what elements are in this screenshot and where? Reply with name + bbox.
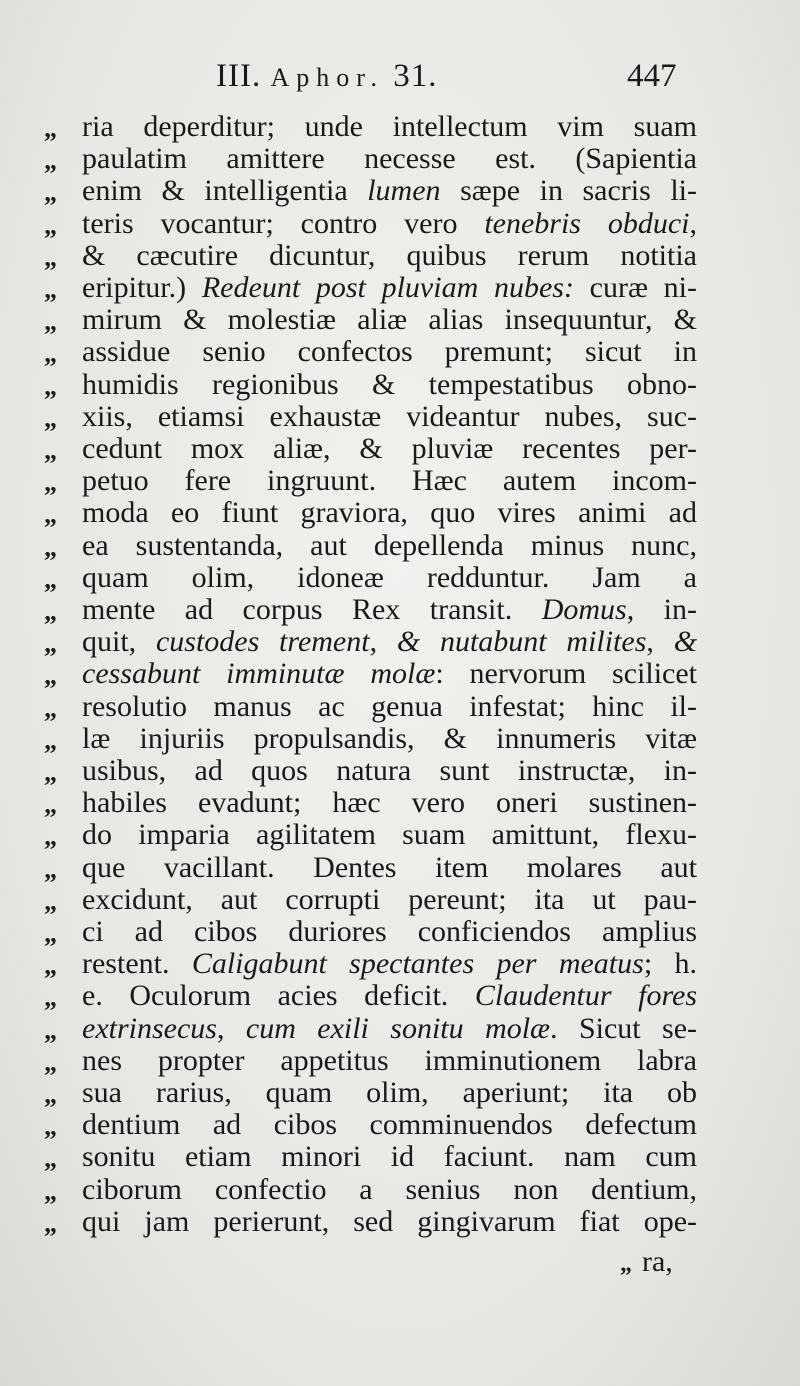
text-segment: eripitur.): [82, 271, 202, 304]
text-line: [0, 239, 800, 272]
text-line: [0, 979, 800, 1012]
line-quote-mark: „: [44, 178, 57, 208]
line-quote-mark: „: [44, 1015, 57, 1045]
text-line: [0, 561, 800, 594]
line-quote-mark: „: [44, 1144, 57, 1174]
chapter-numeral: III.: [216, 58, 262, 94]
italic-segment: &: [673, 625, 698, 659]
section-label: Aphor.: [270, 63, 384, 92]
aphorism-number: 31.: [393, 58, 438, 94]
line-text: [82, 335, 697, 368]
text-segment: læ injuriis propulsandis, & innumeris vitæ: [82, 721, 697, 755]
text-segment: nes propter appetitus imminutionem labra: [82, 1043, 697, 1077]
italic-segment: lumen: [367, 174, 441, 208]
line-text: [82, 947, 697, 980]
text-segment: ,: [689, 206, 697, 240]
line-text: [82, 561, 697, 594]
text-segment: excidunt, aut corrupti pereunt; ita ut pau-: [82, 882, 697, 916]
line-text: [82, 786, 697, 819]
text-segment: e. Oculorum acies deficit.: [82, 979, 475, 1013]
text-segment: ,: [216, 1011, 246, 1045]
line-quote-mark: „: [44, 371, 57, 401]
line-quote-mark: „: [44, 564, 57, 594]
line-text: [82, 368, 697, 401]
text-line: [0, 1205, 800, 1238]
text-segment: usibus, ad quos natura sunt instructæ, in-: [82, 754, 697, 787]
line-text: [82, 496, 697, 529]
text-line: [0, 400, 800, 433]
line-text: [82, 1108, 697, 1141]
italic-segment: Domus: [541, 593, 627, 626]
text-segment: enim & intelligentia: [82, 174, 368, 208]
line-text: [82, 1076, 697, 1109]
text-segment: ea sustentanda, aut depellenda minus nunc,: [82, 528, 697, 562]
line-quote-mark: „: [44, 919, 57, 948]
text-segment: petuo fere ingruunt. Hæc autem incom-: [82, 464, 697, 498]
line-text: [82, 1173, 697, 1206]
text-segment: habiles evadunt; hæc vero oneri sustinen-: [82, 786, 697, 820]
text-segment: ; h.: [643, 947, 697, 981]
italic-segment: Redeunt post pluviam nubes:: [201, 271, 574, 304]
text-segment: assidue senio confectos premunt; sicut in: [82, 335, 697, 369]
line-quote-mark: „: [44, 1047, 57, 1077]
text-segment: qui jam perierunt, sed gingivarum fiat ope-: [82, 1204, 697, 1238]
italic-segment: custodes trement: [155, 625, 370, 659]
line-quote-mark: „: [44, 468, 57, 498]
line-quote-mark: „: [44, 210, 57, 240]
text-line: [0, 110, 800, 143]
text-line: [0, 368, 800, 401]
text-line: [0, 1108, 800, 1141]
text-line: [0, 1076, 800, 1109]
text-segment: restent.: [82, 947, 192, 981]
line-quote-mark: „: [44, 1176, 57, 1206]
line-quote-mark: „: [44, 436, 57, 465]
line-quote-mark: „: [44, 886, 57, 916]
catchword-quote-mark: „: [620, 1251, 632, 1277]
line-quote-mark: „: [44, 790, 57, 820]
text-segment: humidis regionibus & tempestatibus obno-: [82, 367, 697, 401]
text-line: [0, 529, 800, 562]
line-text: [82, 529, 697, 562]
text-segment: paulatim amittere necesse est. (Sapientia: [82, 142, 697, 176]
text-line: [0, 432, 800, 465]
line-quote-mark: „: [44, 693, 57, 723]
line-quote-mark: „: [44, 532, 57, 562]
line-quote-mark: „: [44, 307, 57, 337]
text-segment: que vacillant. Dentes item molares aut: [82, 850, 697, 884]
text-line: [0, 947, 800, 980]
italic-segment: extrinsecus: [82, 1011, 217, 1045]
text-line: [0, 690, 800, 723]
line-text: [82, 110, 697, 143]
text-line: [0, 593, 800, 626]
line-text: [82, 400, 697, 433]
text-segment: sonitu etiam minori id faciunt. nam cum: [82, 1140, 697, 1174]
italic-segment: cessabunt imminutæ molæ: [82, 657, 436, 691]
text-line: [0, 851, 800, 884]
text-segment: ,: [646, 625, 674, 659]
line-text: [82, 593, 697, 626]
text-line: [0, 335, 800, 368]
text-segment: ,: [369, 625, 397, 659]
page-header: [0, 58, 800, 98]
page-number: 447: [627, 58, 677, 94]
text-line: [0, 1044, 800, 1077]
line-text: [82, 1205, 697, 1238]
text-segment: sua rarius, quam olim, aperiunt; ita ob: [82, 1076, 697, 1109]
text-line: [0, 657, 800, 690]
line-text: [82, 979, 697, 1012]
text-segment: mirum & molestiæ aliæ alias insequuntur, &: [82, 303, 697, 337]
text-line: [0, 1173, 800, 1206]
text-line: [0, 915, 800, 948]
text-segment: do imparia agilitatem suam amittunt, flexu-: [82, 818, 697, 852]
line-text: [82, 303, 697, 336]
line-quote-mark: „: [44, 661, 57, 691]
line-text: [82, 174, 697, 207]
text-line: [0, 1012, 800, 1045]
text-segment: quit,: [82, 625, 156, 659]
italic-segment: & nutabunt milites: [396, 625, 647, 659]
text-line: [0, 754, 800, 787]
line-text: [82, 239, 697, 272]
text-line: [0, 625, 800, 658]
text-segment: resolutio manus ac genua infestat; hinc il-: [82, 689, 697, 723]
text-segment: dentium ad cibos comminuendos defectum: [82, 1108, 697, 1142]
text-segment: quam olim, idoneæ redduntur. Jam a: [82, 560, 697, 594]
text-line: [0, 496, 800, 529]
line-quote-mark: „: [44, 403, 57, 433]
text-segment: ci ad cibos duriores conficiendos amplius: [82, 915, 697, 948]
line-quote-mark: „: [44, 1208, 57, 1238]
text-segment: teris vocantur; contro vero: [82, 206, 485, 240]
line-text: [82, 851, 697, 884]
line-quote-mark: „: [44, 758, 57, 787]
line-quote-mark: „: [44, 242, 57, 272]
line-quote-mark: „: [44, 629, 57, 659]
line-text: [82, 432, 697, 465]
text-segment: xiis, etiamsi exhaustæ videantur nubes, suc-: [82, 399, 697, 433]
text-segment: moda eo fiunt graviora, quo vires animi ad: [82, 496, 697, 530]
text-line: [0, 174, 800, 207]
italic-segment: cum exili sonitu molæ: [245, 1011, 551, 1045]
text-segment: ciborum confectio a senius non dentium,: [82, 1172, 697, 1206]
line-quote-mark: „: [44, 983, 57, 1013]
text-line: [0, 142, 800, 175]
line-quote-mark: „: [44, 275, 57, 304]
italic-segment: Claudentur fores: [474, 979, 697, 1013]
running-head: [216, 58, 437, 95]
text-segment: ria deperditur; unde intellectum vim suam: [82, 110, 697, 143]
line-quote-mark: „: [44, 339, 57, 369]
line-text: [82, 271, 697, 304]
text-line: [0, 1140, 800, 1173]
line-quote-mark: „: [44, 725, 57, 755]
line-text: [82, 625, 697, 658]
line-quote-mark: „: [44, 951, 57, 981]
text-line: [0, 818, 800, 851]
line-quote-mark: „: [44, 854, 57, 884]
line-quote-mark: „: [44, 822, 57, 852]
line-text: [82, 883, 697, 916]
text-segment: mente ad corpus Rex transit.: [82, 593, 542, 626]
text-line: [0, 722, 800, 755]
text-line: [0, 786, 800, 819]
line-quote-mark: „: [44, 500, 57, 530]
line-text: [82, 1044, 697, 1077]
text-line: [0, 207, 800, 240]
line-text: [82, 754, 697, 787]
text-segment: : nervorum scilicet: [435, 657, 697, 691]
line-quote-mark: „: [44, 114, 57, 143]
text-segment: & cæcutire dicuntur, quibus rerum notitia: [82, 238, 697, 272]
line-text: [82, 818, 697, 851]
text-line: [0, 271, 800, 304]
text-line: [0, 303, 800, 336]
text-segment: , in-: [626, 593, 697, 626]
line-quote-mark: „: [44, 146, 57, 176]
line-text: [82, 1012, 697, 1045]
text-segment: . Sicut se-: [550, 1011, 697, 1045]
catchword-text: ra,: [642, 1245, 673, 1278]
line-text: [82, 1140, 697, 1173]
line-text: [82, 690, 697, 723]
catchword: [620, 1245, 673, 1279]
text-line: [0, 464, 800, 497]
line-text: [82, 657, 697, 690]
line-text: [82, 722, 697, 755]
italic-segment: Caligabunt spectantes per meatus: [191, 947, 644, 981]
line-quote-mark: „: [44, 597, 57, 626]
line-text: [82, 207, 697, 240]
line-quote-mark: „: [44, 1112, 57, 1142]
text-segment: curæ ni-: [573, 271, 698, 304]
line-text: [82, 142, 697, 175]
line-text: [82, 915, 697, 948]
text-line: [0, 883, 800, 916]
line-text: [82, 464, 697, 497]
text-segment: sæpe in sacris li-: [440, 174, 697, 208]
text-segment: cedunt mox aliæ, & pluviæ recentes per-: [82, 432, 697, 465]
italic-segment: tenebris obduci: [484, 206, 690, 240]
line-quote-mark: „: [44, 1080, 57, 1109]
